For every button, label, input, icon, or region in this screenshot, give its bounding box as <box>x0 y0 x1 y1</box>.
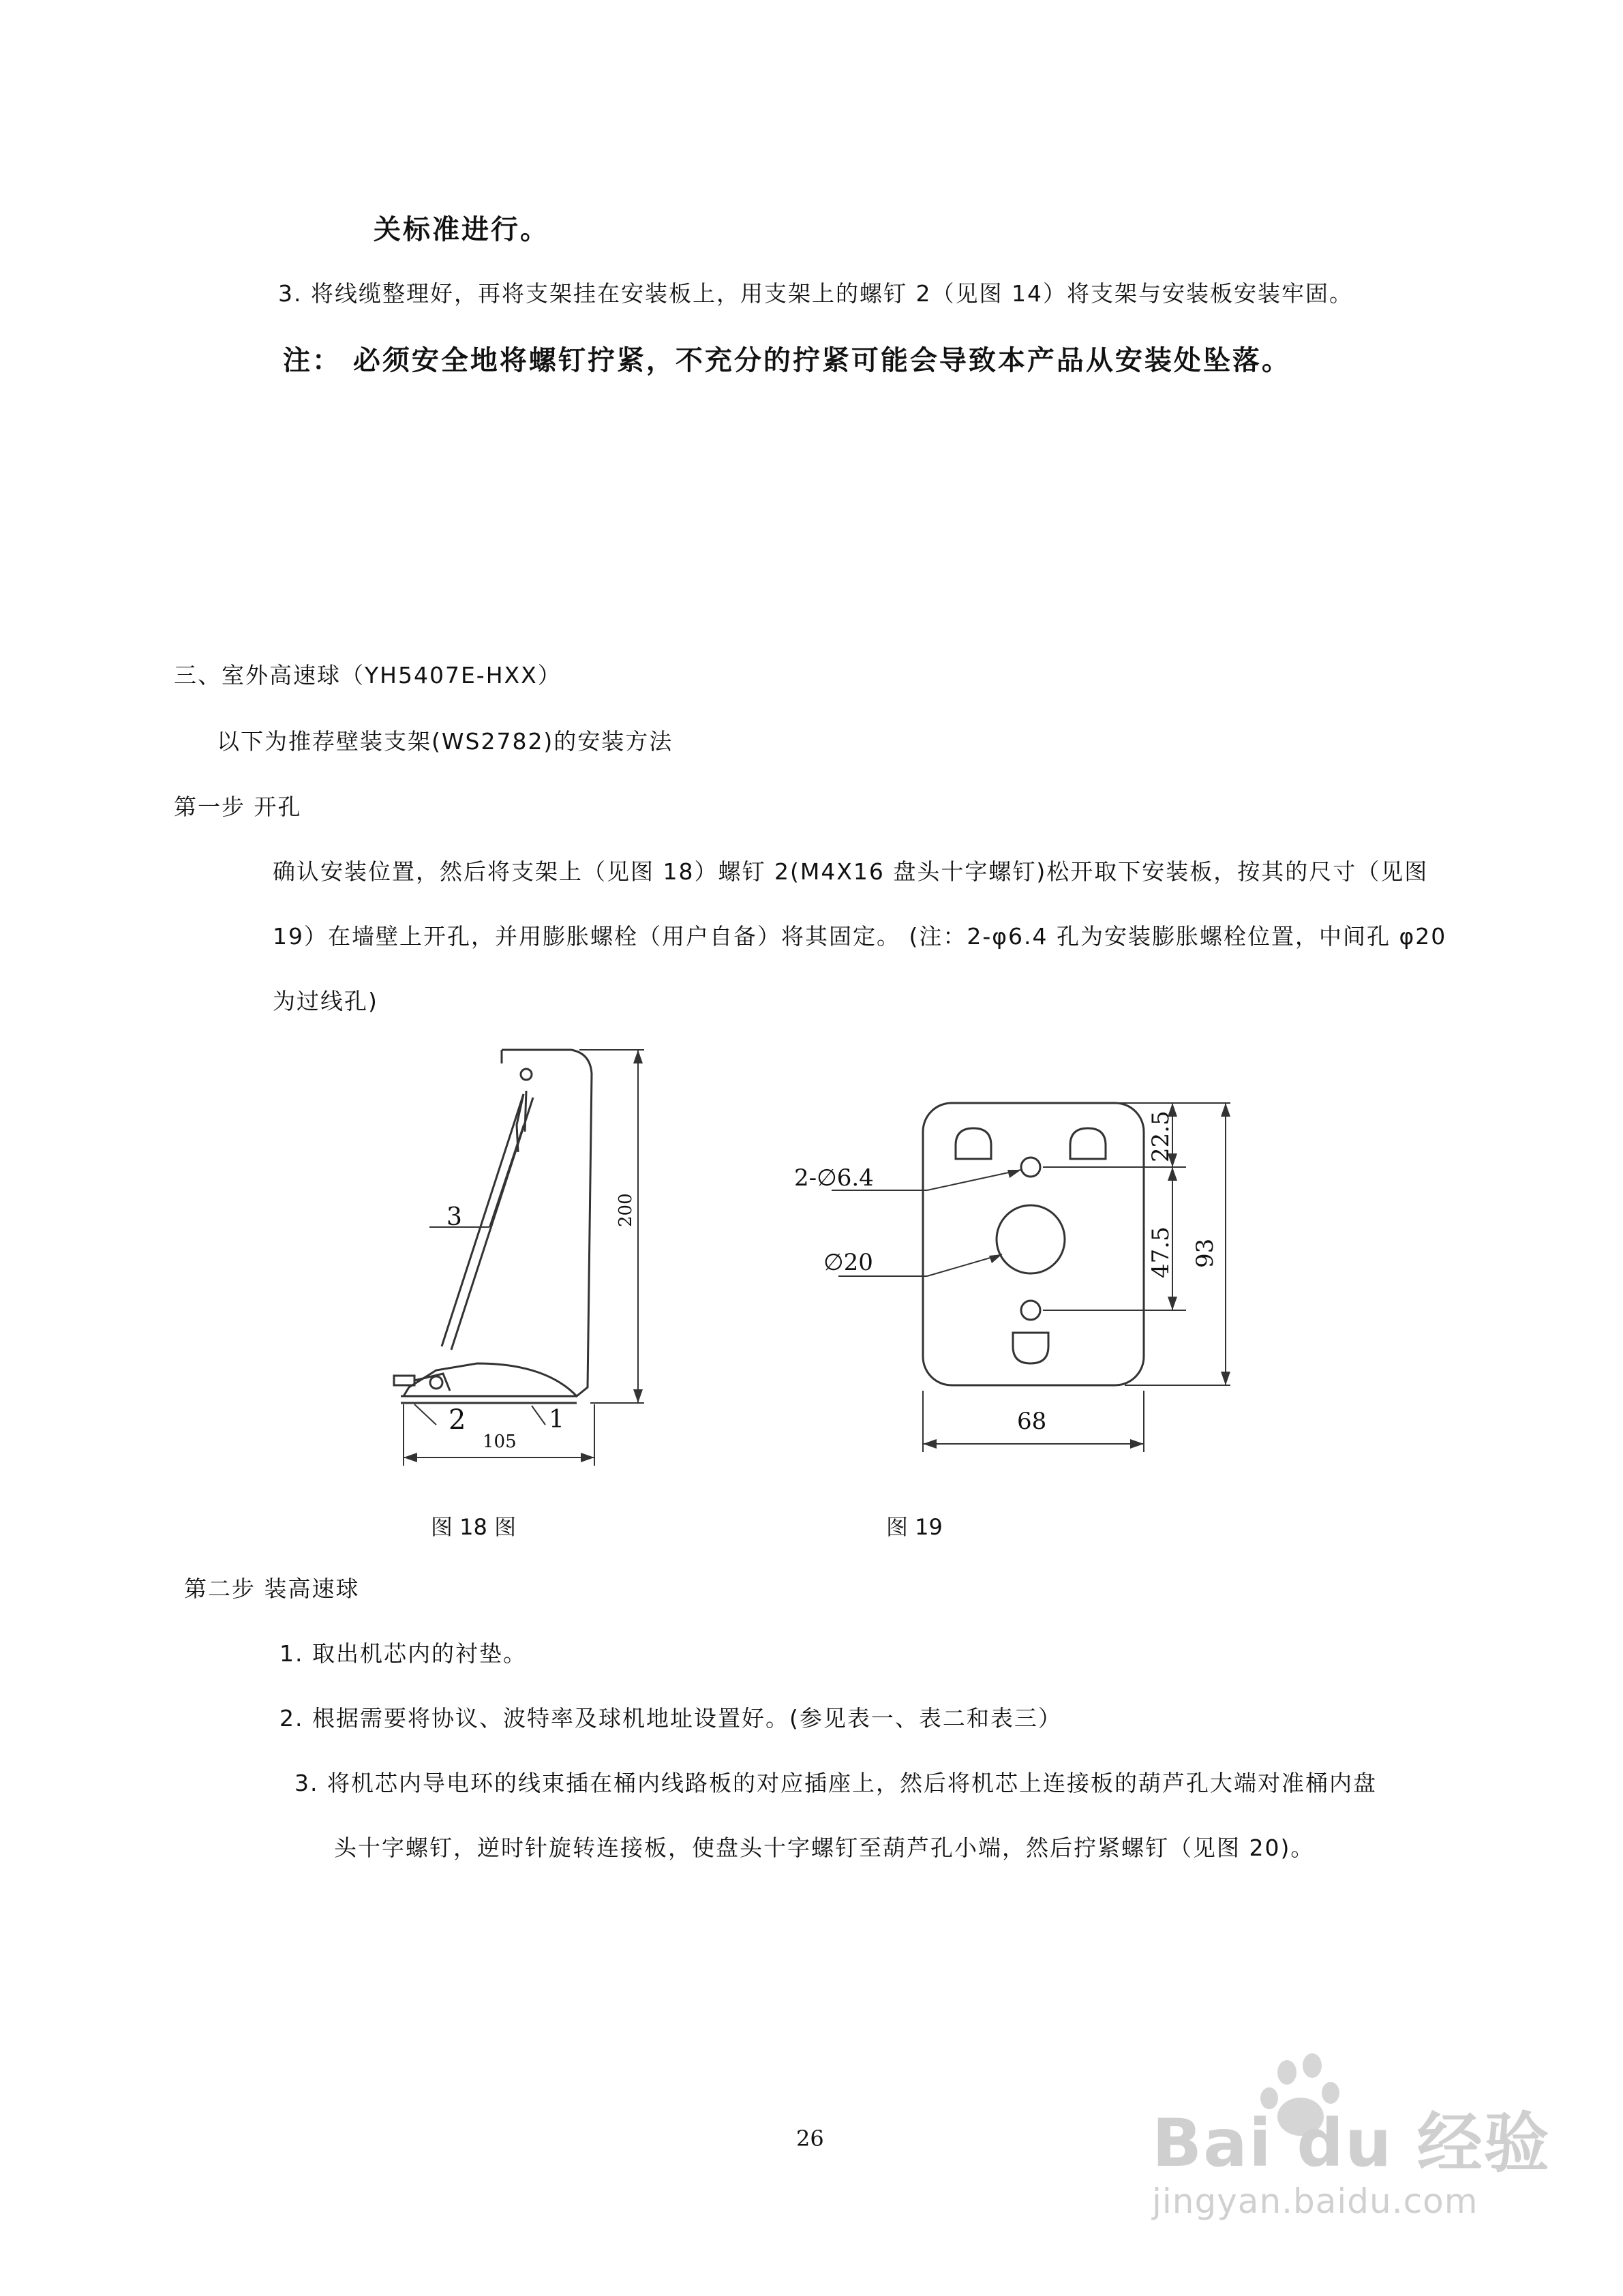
page-number: 26 <box>796 2126 824 2151</box>
fig18-label-1: 1 <box>549 1406 564 1434</box>
section-intro: 以下为推荐壁装支架(WS2782)的安装方法 <box>217 728 673 755</box>
fig19-dim-22-5: 22.5 <box>1147 1111 1174 1162</box>
section-heading: 三、室外高速球（YH5407E-HXX） <box>174 662 562 689</box>
watermark-brand: Bai du 经验 <box>1152 2105 1551 2181</box>
fig19-center-label: ∅20 <box>823 1249 873 1276</box>
fig19-dim-93: 93 <box>1192 1238 1219 1268</box>
safety-note: 注： 必须安全地将螺钉拧紧，不充分的拧紧可能会导致本产品从安装处坠落。 <box>283 345 1291 376</box>
fig19-holes-label: 2-∅6.4 <box>794 1164 874 1192</box>
step2-title: 第二步 装高速球 <box>184 1575 360 1602</box>
fig19-dim-47-5: 47.5 <box>1147 1226 1174 1278</box>
step1-title: 第一步 开孔 <box>174 794 302 820</box>
watermark-url: jingyan.baidu.com <box>1152 2181 1478 2221</box>
fig18-width-label: 105 <box>483 1432 517 1452</box>
step2-item1: 1. 取出机芯内的衬垫。 <box>279 1640 527 1667</box>
step1-para-line2: 19）在墙壁上开孔，并用膨胀螺栓（用户自备）将其固定。 (注：2-φ6.4 孔为安装膨胀螺栓位置，中间孔 φ20 <box>273 923 1447 950</box>
step2-item3-line2: 头十字螺钉，逆时针旋转连接板，使盘头十字螺钉至葫芦孔小端，然后拧紧螺钉（见图 20)。 <box>334 1834 1315 1861</box>
fig18-label-2: 2 <box>449 1404 466 1436</box>
fig19-caption: 图 19 <box>886 1514 943 1540</box>
fig18-caption: 图 18 图 <box>431 1514 517 1540</box>
step1-para-line3: 为过线孔) <box>273 988 378 1014</box>
fig19-dim-68: 68 <box>1017 1408 1047 1435</box>
step2-item3-line1: 3. 将机芯内导电环的线束插在桶内线路板的对应插座上，然后将机芯上连接板的葫芦孔大端对准桶内盘 <box>294 1770 1377 1796</box>
item-3-bracket: 3. 将线缆整理好，再将支架挂在安装板上，用支架上的螺钉 2（见图 14）将支架与安装板安装牢固。 <box>278 280 1353 307</box>
step1-para-line1: 确认安装位置，然后将支架上（见图 18）螺钉 2(M4X16 盘头十字螺钉)松开取下安装板，按其的尺寸（见图 <box>273 858 1429 885</box>
fig18-label-3: 3 <box>446 1203 462 1231</box>
step2-item2: 2. 根据需要将协议、波特率及球机地址设置好。(参见表一、表二和表三） <box>279 1705 1062 1732</box>
fig18-height-label: 200 <box>616 1193 636 1227</box>
continued-text: 关标准进行。 <box>374 214 549 245</box>
